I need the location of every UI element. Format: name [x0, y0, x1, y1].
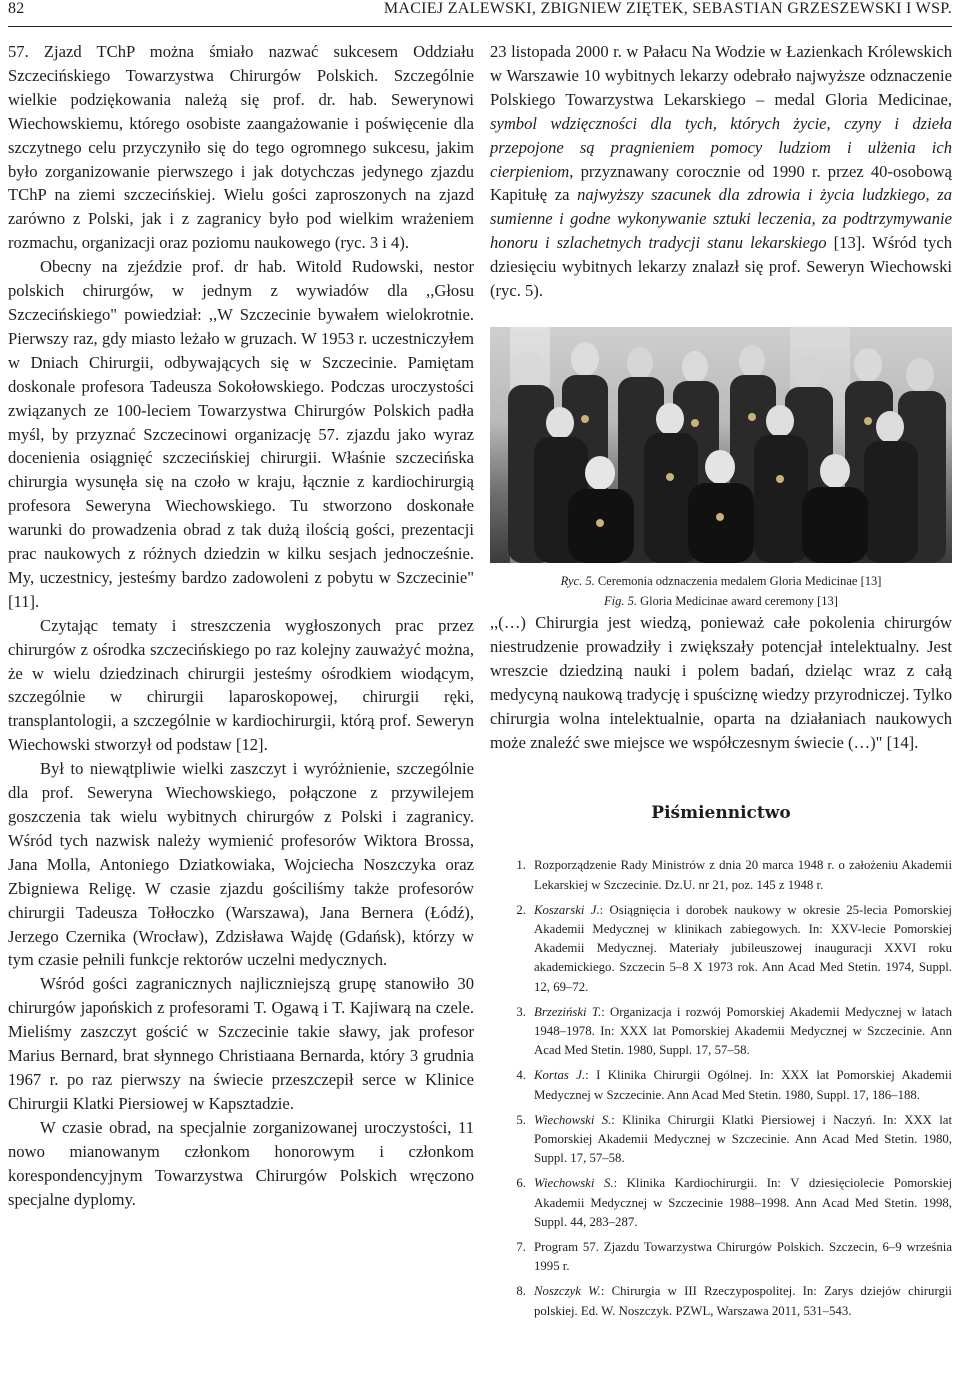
ref-text [534, 1238, 952, 1276]
reference-item [490, 856, 952, 894]
references-heading: Piśmiennictwo [651, 803, 791, 824]
ref-body: : Organizacja i rozwój Pomorskiej Akademii Medycznej w latach 1948–1978. In: XXX lat Pomorskiej Akademii Medycznej w Szczecinie. Ann Acad Med Stetin. 1980, Suppl. 17, 57–58. [534, 1004, 953, 1058]
paragraph: Czytając tematy i streszczenia wygłoszonych prac przez chirurgów z ośrodka szczecińskiego po raz kolejny zauważyć można, że w wielu dziedzinach chirurgii jesteśmy ośrodkiem wiodącym, szczególnie w chirurgii laparoskopowej, chirurgii ręki, transplantologii, a szczególnie w kardiochirurgii, którą prof. Seweryn Wiechowski stworzył od podstaw [12]. [8, 615, 474, 755]
ref-text [534, 856, 952, 894]
ref-text [534, 901, 952, 997]
italic-run: najwyższy szacunek dla zdrowia i życia ludzkiego, za sumienne i godne wykonywanie sztuki leczenia, za podtrzymywanie honoru i szlachetnych tradycji stanu lekarskiego [490, 185, 952, 253]
ref-body: : Osiągnięcia i dorobek naukowy w okresie 25-lecia Pomorskiej Akademii Medycznej w klinikach zabiegowych. In: XXV-lecie Pomorskiej Akademii Medycznej. Materiały jubileuszowej inauguracji XXVI roku akademickiego. Szczecin 5–8 X 1973 rok. Ann Acad Med Stetin. 1974, Suppl. 12, 69–72. [534, 902, 952, 994]
caption-label: Ryc. 5. [560, 573, 595, 588]
reference-item [490, 1066, 952, 1104]
ref-author: Wiechowski S. [534, 1176, 614, 1191]
ref-body: : Klinika Kardiochirurgii. In: V dziesięciolecie Pomorskiej Akademii Medycznej w Szczecinie 1988–1998. Ann Acad Med Stetin. 1998, Suppl. 44, 283–287. [534, 1176, 953, 1229]
ref-number: 4. [516, 1068, 526, 1083]
paragraph: Wśród gości zagranicznych najliczniejszą grupę stanowiło 30 chirurgów japońskich z profesorami T. Ogawą i T. Kajiwarą na czele. Mieliśmy zaszczyt gościć w Szczecinie takie sławy, jak profesor Marius Bernard, brat słynnego Christiaana Bernarda, który 3 grudnia 1967 r. po raz pierwszy na świecie przeszczepił serce w Klinice Chirurgii Klatki Piersiowej w Kapsztadzie. [8, 974, 474, 1113]
text-run: , przyznawany corocznie od 1990 r. przez 40-osobową Kapitułę za [490, 161, 952, 205]
ref-number: 6. [516, 1176, 526, 1191]
ref-number: 2. [516, 902, 526, 917]
ref-body: Program 57. Zjazdu Towarzystwa Chirurgów Polskich. Szczecin, 6–9 września 1995 r. [534, 1239, 952, 1274]
page-number: 82 [8, 0, 25, 17]
ref-author: Brzeziński T. [534, 1004, 602, 1019]
ref-body: : I Klinika Chirurgii Ogólnej. In: XXX lat Pomorskiej Akademii Medycznej w Szczecinie. Ann Acad Med Stetin. 1980, Suppl. 17, 186–188. [534, 1068, 952, 1102]
caption-text: Gloria Medicinae award ceremony [13] [637, 593, 838, 608]
running-authors: MACIEJ ZALEWSKI, ZBIGNIEW ZIĘTEK, SEBASTIAN GRZESZEWSKI I WSP. [383, 0, 952, 17]
ref-author: Kortas J. [534, 1068, 586, 1083]
caption-text: Ceremonia odznaczenia medalem Gloria Medicinae [13] [594, 573, 882, 588]
ref-text [534, 1174, 952, 1232]
paragraph: W czasie obrad, na specjalnie zorganizowanej uroczystości, 11 nowo mianowanym członkom honorowym i członkom korespondencyjnym Towarzystwa Chirurgów Polskich wręczono specjalne dyplomy. [8, 1117, 474, 1209]
ref-number: 7. [516, 1239, 526, 1254]
left-column [8, 40, 474, 1211]
quote-paragraph: ,,(…) Chirurgia jest wiedzą, ponieważ całe pokolenia chirurgów niestrudzenie prowadziły i zwiększały potencjał intelektualny. Jest wreszcie dziedziną nauki i polem badań, dzieląc wraz z całą medycyną naukową tradycję i spuściznę wiedzy przyrodniczej. Tylko chirurgia wolna intelektualnie, oparta na działaniach naukowych może znaleźć swe miejsce we współczesnym świecie (…)" [14]. [490, 612, 952, 752]
ref-number: 8. [516, 1284, 526, 1299]
ref-author: Wiechowski S. [534, 1112, 612, 1127]
ref-text [534, 1066, 952, 1104]
running-header [8, 0, 952, 27]
figure-caption [490, 571, 952, 611]
caption-english [490, 591, 952, 611]
ref-body: : Klinika Chirurgii Klatki Piersiowej i Naczyń. In: XXX lat Pomorskiej Akademii Medycznej w Szczecinie. Ann Acad Med Stetin. 1980, Suppl. 17, 57–58. [534, 1112, 952, 1166]
ref-author: Koszarski J. [534, 902, 600, 917]
reference-item [490, 1111, 952, 1169]
reference-item [490, 1003, 952, 1061]
ref-number: 1. [516, 858, 526, 873]
reference-item [490, 901, 952, 997]
ref-text [534, 1003, 952, 1061]
reference-item [490, 1174, 952, 1232]
ref-number: 3. [516, 1004, 526, 1019]
caption-polish [490, 571, 952, 591]
references-list [490, 856, 952, 1320]
paragraph: 57. Zjazd TChP można śmiało nazwać sukcesem Oddziału Szczecińskiego Towarzystwa Chirurgów Polskich. Szczególnie wielkie podziękowania należą się prof. dr. hab. Sewerynowi Wiechowskiemu, którego osobiste zaangażowanie i poświęcenie dla szczytnego celu przyczyniło się do tego ogromnego sukcesu, jakim było zorganizowanie pierwszego i jak dotychczas jedynego zjazdu TChP na ziemi szczecińskiej. Wielu gości zaproszonych na zjazd zarówno z Polski, jak i z zagranicy było pod wielkim wrażeniem rozmachu, organizacji oraz poziomu naukowego (ryc. 3 i 4). [8, 42, 474, 253]
ref-body: Rozporządzenie Rady Ministrów z dnia 20 marca 1948 r. o założeniu Akademii Lekarskiej w Szczecinie. Dz.U. nr 21, poz. 145 z 1948 r. [534, 858, 952, 892]
ref-text [534, 1282, 952, 1320]
reference-item [490, 1238, 952, 1276]
paragraph: Był to niewątpliwie wielki zaszczyt i wyróżnienie, szczególnie dla prof. Seweryna Wiechowskiego, połączone z przywilejem goszczenia tak wielu wybitnych chirurgów z Polski i zagranicy. Wśród tych nazwisk należy wymienić profesorów Wiktora Brossa, Jana Molla, Antoniego Dziatkowiaka, Wojciecha Noszczyka oraz Zbigniewa Religę. W czasie zjazdu gościliśmy także profesorów chirurgii Tadeusza Tołłoczko (Warszawa), Jana Bernera (Łódź), Jerzego Czernika (Wrocław), Zdzisława Wajdę (Gdańsk), którzy w tym czasie pełnili funkcje rektorów uczelni medycznych. [8, 759, 474, 970]
text-run: [13]. Wśród tych dziesięciu wybitnych lekarzy znalazł się prof. Seweryn Wiechowski (ryc. 5). [490, 233, 953, 301]
right-column [490, 40, 952, 1327]
group-photo-image [490, 327, 952, 563]
ceremony-photo [490, 327, 952, 563]
ref-body: : Chirurgia w III Rzeczypospolitej. In: Zarys dziejów chirurgii polskiej. Ed. W. Noszczyk. PZWL, Warszawa 2011, 531–543. [534, 1284, 952, 1318]
ref-author: Noszczyk W. [534, 1284, 601, 1299]
paragraph: Obecny na zjeździe prof. dr hab. Witold Rudowski, nestor polskich chirurgów, w jednym z wywiadów dla ,,Głosu Szczecińskiego" powiedział: ,,W Szczecinie bywałem wielokrotnie. Pierwszy raz, gdy miasto leżało w gruzach. W 1953 r. uczestniczyłem w Dniach Chirurgii, odbywających się w Szczecinie. Pamiętam doskonale profesora Tadeusza Sokołowskiego. Podczas uroczystości związanych ze 100-leciem Towarzystwa Chirurgów Polskich padła myśl, by przyznać Szczecinowi organizację 57. zjazdu jako wyraz docenienia osiągnięć szczecińskiej chirurgii. Właśnie szczecińska chirurgia wysunęła się na czoło w kraju, łącznie z kardiochirurgią profesora Seweryna Wiechowskiego. Tu stworzono doskonałe warunki do prowadzenia obrad z tak dużą ilością gości, prezentacji prac naukowych z różnych dziedzin w kilku sesjach jednocześnie. My, uczestnicy, jesteśmy bardzo zadowoleni z pobytu w Szczecinie" [11]. [8, 257, 474, 611]
ref-number: 5. [516, 1112, 526, 1127]
paragraph-award [490, 40, 952, 303]
caption-label: Fig. 5. [604, 593, 638, 608]
italic-run: symbol wdzięczności dla tych, których życie, czyny i dzieła przepojone są pragnieniem pomocy ludziom i ulżenia ich cierpieniom [490, 113, 952, 181]
ref-text [534, 1111, 952, 1169]
reference-item [490, 1282, 952, 1320]
text-run: 23 listopada 2000 r. w Pałacu Na Wodzie w Łazienkach Królewskich w Warszawie 10 wybitnych lekarzy odebrało najwyższe odznaczenie Polskiego Towarzystwa Lekarskiego – medal Gloria Medicinae, [490, 42, 952, 109]
